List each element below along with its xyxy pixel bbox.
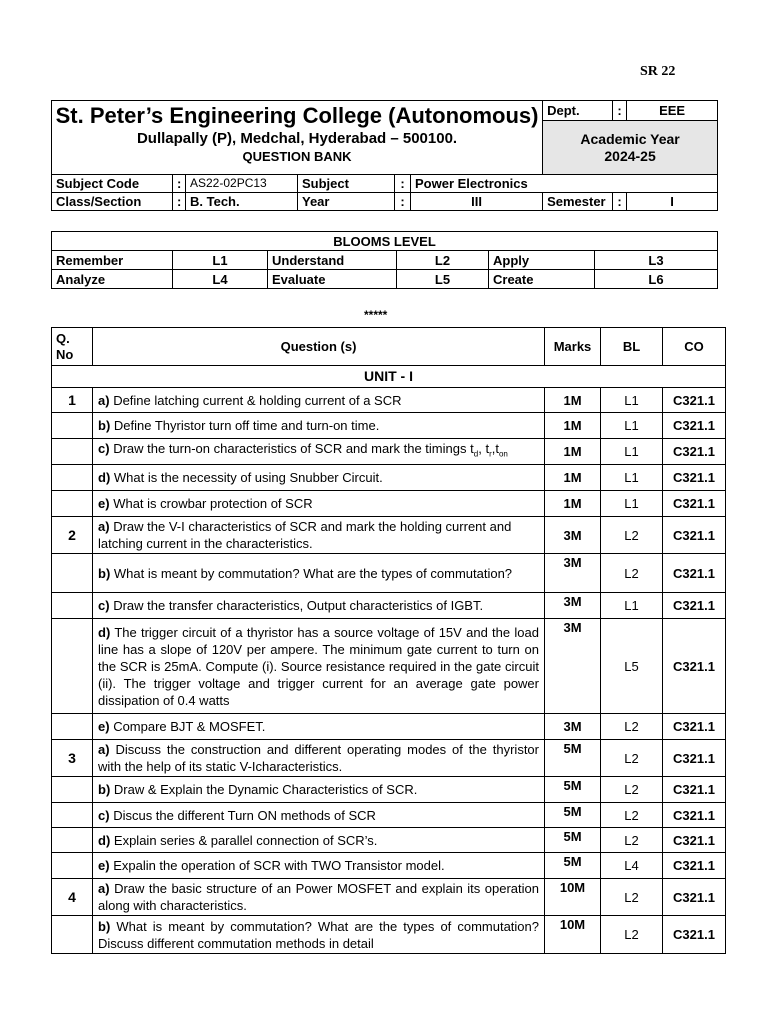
table-row — [52, 593, 726, 619]
timing-symbol: t — [470, 441, 474, 457]
subject-value: Power Electronics — [411, 175, 718, 193]
course-outcome: C321.1 — [663, 714, 726, 740]
marks: 5M — [545, 803, 601, 828]
blooms-level-name: Analyze — [52, 270, 173, 289]
table-row — [52, 828, 726, 853]
table-row — [52, 879, 726, 916]
question-number — [52, 828, 93, 853]
colon: : — [395, 175, 411, 193]
blooms-level-name: Apply — [489, 251, 595, 270]
question-part-label: d) — [98, 470, 111, 485]
timing-symbol: t — [485, 441, 490, 457]
course-outcome: C321.1 — [663, 593, 726, 619]
course-outcome: C321.1 — [663, 388, 726, 413]
question-number: 2 — [52, 517, 93, 554]
table-row — [52, 853, 726, 879]
table-row — [52, 388, 726, 413]
blooms-level-name: Create — [489, 270, 595, 289]
marks: 3M — [545, 517, 601, 554]
question-number — [52, 413, 93, 439]
question-body: Discus the different Turn ON methods of SCR — [113, 807, 376, 823]
question-number — [52, 593, 93, 619]
course-outcome: C321.1 — [663, 777, 726, 803]
blooms-level: L2 — [601, 828, 663, 853]
question-body: Define Thyristor turn off time and turn-on time. — [113, 418, 380, 433]
table-row — [52, 803, 726, 828]
question-part-label: c) — [98, 807, 110, 823]
blooms-level: L1 — [601, 413, 663, 439]
question-part-label: c) — [98, 598, 110, 613]
colon: : — [613, 193, 627, 211]
question-text — [93, 554, 545, 593]
question-text — [93, 491, 545, 517]
blooms-level-name: Remember — [52, 251, 173, 270]
question-text — [93, 879, 545, 916]
question-part-label: b) — [98, 565, 111, 581]
course-outcome: C321.1 — [663, 803, 726, 828]
question-text — [93, 828, 545, 853]
header-table — [51, 100, 718, 211]
colon: : — [395, 193, 411, 211]
semester-value: I — [627, 193, 718, 211]
course-outcome: C321.1 — [663, 491, 726, 517]
blooms-row — [52, 251, 718, 270]
question-part-label: e) — [98, 496, 110, 511]
question-text — [93, 740, 545, 777]
blooms-level: L2 — [601, 517, 663, 554]
course-outcome: C321.1 — [663, 439, 726, 465]
question-part-label: b) — [98, 782, 111, 797]
year-value: III — [411, 193, 543, 211]
question-part-label: a) — [98, 881, 110, 896]
table-row — [52, 517, 726, 554]
question-part-label: b) — [98, 918, 111, 934]
question-text — [93, 777, 545, 803]
blooms-level: L2 — [601, 554, 663, 593]
question-part-label: b) — [98, 418, 111, 433]
question-text — [93, 593, 545, 619]
subject-code-label: Subject Code — [52, 175, 173, 193]
question-body: Draw the transfer characteristics, Output characteristics of IGBT. — [113, 598, 484, 613]
dept-label: Dept. — [543, 101, 613, 121]
timing-subscript: d — [473, 449, 479, 459]
marks: 10M — [545, 879, 601, 916]
marks: 1M — [545, 491, 601, 517]
question-body: Draw the basic structure of an Power MOSFET and explain its operation along with characteristics. — [98, 881, 539, 913]
marks: 1M — [545, 413, 601, 439]
document-type: QUESTION BANK — [242, 149, 352, 164]
marks: 1M — [545, 465, 601, 491]
marks: 1M — [545, 388, 601, 413]
timing-symbol: t — [495, 441, 499, 457]
course-outcome: C321.1 — [663, 740, 726, 777]
subject-code-value: AS22-02PC13 — [186, 175, 298, 193]
blooms-level-code: L3 — [595, 251, 718, 270]
question-number — [52, 803, 93, 828]
question-part-label: e) — [98, 719, 110, 734]
questions-table — [51, 327, 726, 954]
question-number: 3 — [52, 740, 93, 777]
table-row — [52, 777, 726, 803]
semester-label: Semester — [543, 193, 613, 211]
question-part-label: e) — [98, 858, 110, 873]
question-body: What is the necessity of using Snubber Circuit. — [113, 470, 383, 485]
blooms-level: L5 — [601, 619, 663, 714]
marks: 3M — [545, 714, 601, 740]
course-outcome: C321.1 — [663, 916, 726, 954]
question-part-label: d) — [98, 624, 111, 640]
question-text — [93, 803, 545, 828]
header-co: CO — [663, 328, 726, 366]
course-outcome: C321.1 — [663, 828, 726, 853]
question-text — [93, 619, 545, 714]
blooms-level-code: L1 — [173, 251, 268, 270]
academic-year-value: 2024-25 — [604, 147, 656, 164]
question-part-label: a) — [98, 519, 110, 534]
blooms-level: L1 — [601, 388, 663, 413]
blooms-level-code: L2 — [397, 251, 489, 270]
question-part-label: c) — [98, 441, 110, 457]
marks: 5M — [545, 777, 601, 803]
regulation-code: SR 22 — [640, 64, 676, 79]
college-address: Dullapally (P), Medchal, Hyderabad – 500100. — [136, 130, 458, 147]
question-part-label: a) — [98, 742, 110, 757]
course-outcome: C321.1 — [663, 879, 726, 916]
separator: ***** — [364, 308, 388, 322]
blooms-title: BLOOMS LEVEL — [52, 232, 718, 251]
colon: : — [173, 193, 186, 211]
question-number — [52, 554, 93, 593]
question-number — [52, 916, 93, 954]
question-text — [93, 916, 545, 954]
marks: 5M — [545, 828, 601, 853]
table-row — [52, 916, 726, 954]
subject-label: Subject — [298, 175, 395, 193]
year-label: Year — [298, 193, 395, 211]
question-number — [52, 439, 93, 465]
table-row — [52, 439, 726, 465]
colon: : — [613, 101, 627, 121]
table-row — [52, 554, 726, 593]
question-text — [93, 517, 545, 554]
marks: 5M — [545, 740, 601, 777]
class-value: B. Tech. — [186, 193, 298, 211]
question-part-label: d) — [98, 832, 111, 848]
question-body: Explain series & parallel connection of SCR’s. — [113, 832, 378, 848]
academic-year-label: Academic Year — [580, 130, 680, 147]
blooms-level: L1 — [601, 593, 663, 619]
blooms-level: L1 — [601, 491, 663, 517]
blooms-level: L2 — [601, 777, 663, 803]
blooms-row — [52, 270, 718, 289]
question-part-label: a) — [98, 392, 110, 408]
table-row — [52, 619, 726, 714]
course-outcome: C321.1 — [663, 554, 726, 593]
question-number — [52, 777, 93, 803]
question-number: 1 — [52, 388, 93, 413]
timing-subscript: on — [498, 449, 508, 459]
marks: 1M — [545, 439, 601, 465]
question-number — [52, 465, 93, 491]
question-body: Compare BJT & MOSFET. — [113, 719, 266, 734]
blooms-level: L2 — [601, 803, 663, 828]
table-row — [52, 740, 726, 777]
question-number — [52, 714, 93, 740]
marks: 3M — [545, 554, 601, 593]
dept-value: EEE — [627, 101, 718, 121]
blooms-level-code: L5 — [397, 270, 489, 289]
college-name: St. Peter’s Engineering College (Autonomous) — [55, 103, 539, 128]
marks: 3M — [545, 593, 601, 619]
class-label: Class/Section — [52, 193, 173, 211]
question-text — [93, 853, 545, 879]
header-bl: BL — [601, 328, 663, 366]
question-number — [52, 853, 93, 879]
blooms-level: L2 — [601, 714, 663, 740]
question-text: c) Draw the turn-on characteristics of SCR and mark the timings $t_d$, $t_r,t_{on}$ — [93, 439, 545, 465]
blooms-level-name: Understand — [268, 251, 397, 270]
question-body: What is meant by commutation? What are the types of commutation? Discuss different commutation methods in detail — [98, 918, 540, 951]
question-text — [93, 465, 545, 491]
header-qno: Q. No — [52, 328, 93, 366]
question-number — [52, 491, 93, 517]
question-body: Draw & Explain the Dynamic Characteristics of SCR. — [113, 782, 418, 797]
blooms-level-name: Evaluate — [268, 270, 397, 289]
question-body: Draw the V-I characteristics of SCR and mark the holding current and latching current in the characteristics. — [98, 519, 512, 551]
blooms-level-table — [51, 231, 718, 289]
marks: 5M — [545, 853, 601, 879]
table-row — [52, 714, 726, 740]
question-body: Expalin the operation of SCR with TWO Transistor model. — [113, 858, 445, 873]
blooms-level: L1 — [601, 439, 663, 465]
blooms-level: L2 — [601, 740, 663, 777]
course-outcome: C321.1 — [663, 619, 726, 714]
marks: 10M — [545, 916, 601, 954]
timing-subscript: r — [489, 449, 492, 459]
header-question: Question (s) — [93, 328, 545, 366]
blooms-level: L1 — [601, 465, 663, 491]
blooms-level: L4 — [601, 853, 663, 879]
course-outcome: C321.1 — [663, 465, 726, 491]
unit-heading: UNIT - I — [52, 366, 726, 388]
blooms-level: L2 — [601, 916, 663, 954]
course-outcome: C321.1 — [663, 517, 726, 554]
table-row — [52, 413, 726, 439]
question-body: Discuss the construction and different operating modes of the thyristor with the help of its static V-Icharacteristics. — [98, 742, 539, 774]
marks: 3M — [545, 619, 601, 714]
question-body: Draw the turn-on characteristics of SCR and mark the timings — [113, 441, 467, 457]
blooms-level: L2 — [601, 879, 663, 916]
question-text — [93, 714, 545, 740]
question-text — [93, 413, 545, 439]
question-body: Define latching current & holding current of a SCR — [113, 392, 402, 408]
blooms-level-code: L6 — [595, 270, 718, 289]
colon: : — [173, 175, 186, 193]
table-row — [52, 465, 726, 491]
question-text — [93, 388, 545, 413]
question-body: What is crowbar protection of SCR — [113, 496, 313, 511]
course-outcome: C321.1 — [663, 853, 726, 879]
header-marks: Marks — [545, 328, 601, 366]
question-body: What is meant by commutation? What are the types of commutation? — [113, 565, 513, 581]
question-number: 4 — [52, 879, 93, 916]
blooms-level-code: L4 — [173, 270, 268, 289]
question-number — [52, 619, 93, 714]
table-row — [52, 491, 726, 517]
question-body: The trigger circuit of a thyristor has a source voltage of 15V and the load line has a slope of 120V per ampere. The minimum gate current to turn on the SCR is 25mA. Compute (i). Source resistance required in the gate circuit (ii). The trigger voltage and trigger current for an average gate power dissipation of 0.4 watts — [98, 624, 539, 708]
course-outcome: C321.1 — [663, 413, 726, 439]
